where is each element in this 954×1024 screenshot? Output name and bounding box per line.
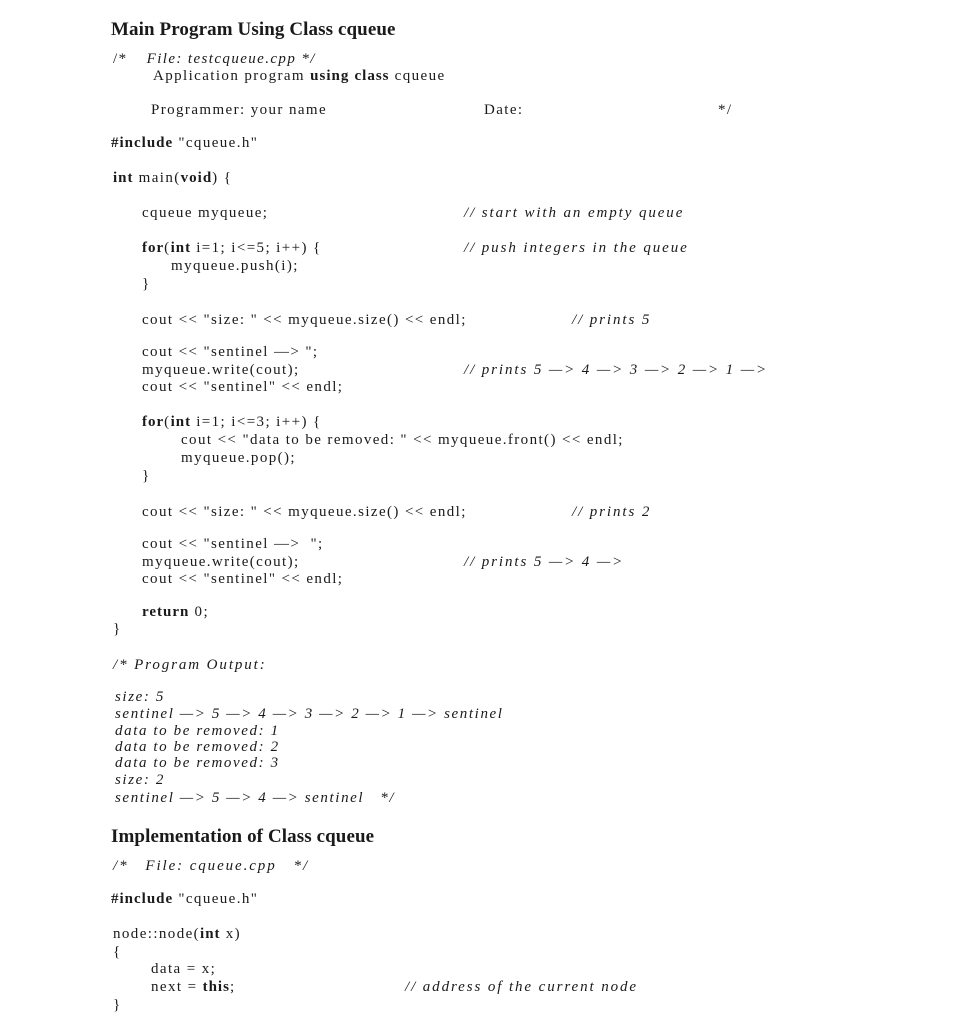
code-pop-call: myqueue.pop(); [181,450,296,466]
code-main-signature: int main(void) { [113,170,233,186]
output-line: data to be removed: 1 [115,723,280,739]
code-front-call: cout << "data to be removed: " << myqueue.front() << endl; [181,432,624,448]
output-header: /* Program Output: [113,657,267,673]
code-write-1: myqueue.write(cout); [142,362,300,378]
code-print-sentinel-end-1: cout << "sentinel" << endl; [142,379,344,395]
code-print-sentinel-end-2: cout << "sentinel" << endl; [142,571,344,587]
code-open-brace: { [113,944,122,960]
output-line: data to be removed: 3 [115,755,280,771]
code-write-2: myqueue.write(cout); [142,554,300,570]
output-line: data to be removed: 2 [115,739,280,755]
output-line: sentinel —> 5 —> 4 —> sentinel */ [115,790,396,806]
code-comment-description: Application program using class cqueue [153,68,446,84]
code-brace-close: } [142,468,151,484]
code-for-loop-push: for(int i=1; i<=5; i++) { [142,240,322,256]
code-print-sentinel-2: cout << "sentinel —> "; [142,536,324,552]
code-comment-decl: // start with an empty queue [464,205,685,221]
code-next-assign: next = this; [151,979,236,995]
code-comment-programmer: Programmer: your name [151,102,328,118]
code-include-2: #include "cqueue.h" [111,891,259,907]
code-return: return 0; [142,604,210,620]
code-print-size-2: cout << "size: " << myqueue.size() << endl; [142,504,467,520]
code-comment-close: */ [718,102,733,118]
code-print-size-1: cout << "size: " << myqueue.size() << endl; [142,312,467,328]
code-brace-close: } [142,276,151,292]
code-comment-date: Date: [484,102,524,118]
code-comment-push: // push integers in the queue [464,240,689,256]
code-print-sentinel-1: cout << "sentinel —> "; [142,344,319,360]
output-line: size: 2 [115,772,165,788]
code-data-assign: data = x; [151,961,217,977]
code-close-brace: } [113,997,122,1013]
code-comment-write-2: // prints 5 —> 4 —> [464,554,625,570]
section-title-main-program: Main Program Using Class cqueue [111,19,396,40]
code-comment-size-2: // prints 2 [572,504,652,520]
code-comment-size-1: // prints 5 [572,312,652,328]
output-line: size: 5 [115,689,165,705]
code-comment-file: /* File: testcqueue.cpp */ [113,51,316,67]
code-comment-next: // address of the current node [405,979,638,995]
code-push-call: myqueue.push(i); [171,258,299,274]
output-line: sentinel —> 5 —> 4 —> 3 —> 2 —> 1 —> sentinel [115,706,504,722]
code-declaration: cqueue myqueue; [142,205,269,221]
code-node-constructor: node::node(int x) [113,926,242,942]
code-for-loop-pop: for(int i=1; i<=3; i++) { [142,414,322,430]
code-comment-write-1: // prints 5 —> 4 —> 3 —> 2 —> 1 —> [464,362,768,378]
section-title-implementation: Implementation of Class cqueue [111,826,375,847]
code-comment-file-2: /* File: cqueue.cpp */ [113,858,310,874]
code-main-close: } [113,621,122,637]
code-include: #include "cqueue.h" [111,135,259,151]
